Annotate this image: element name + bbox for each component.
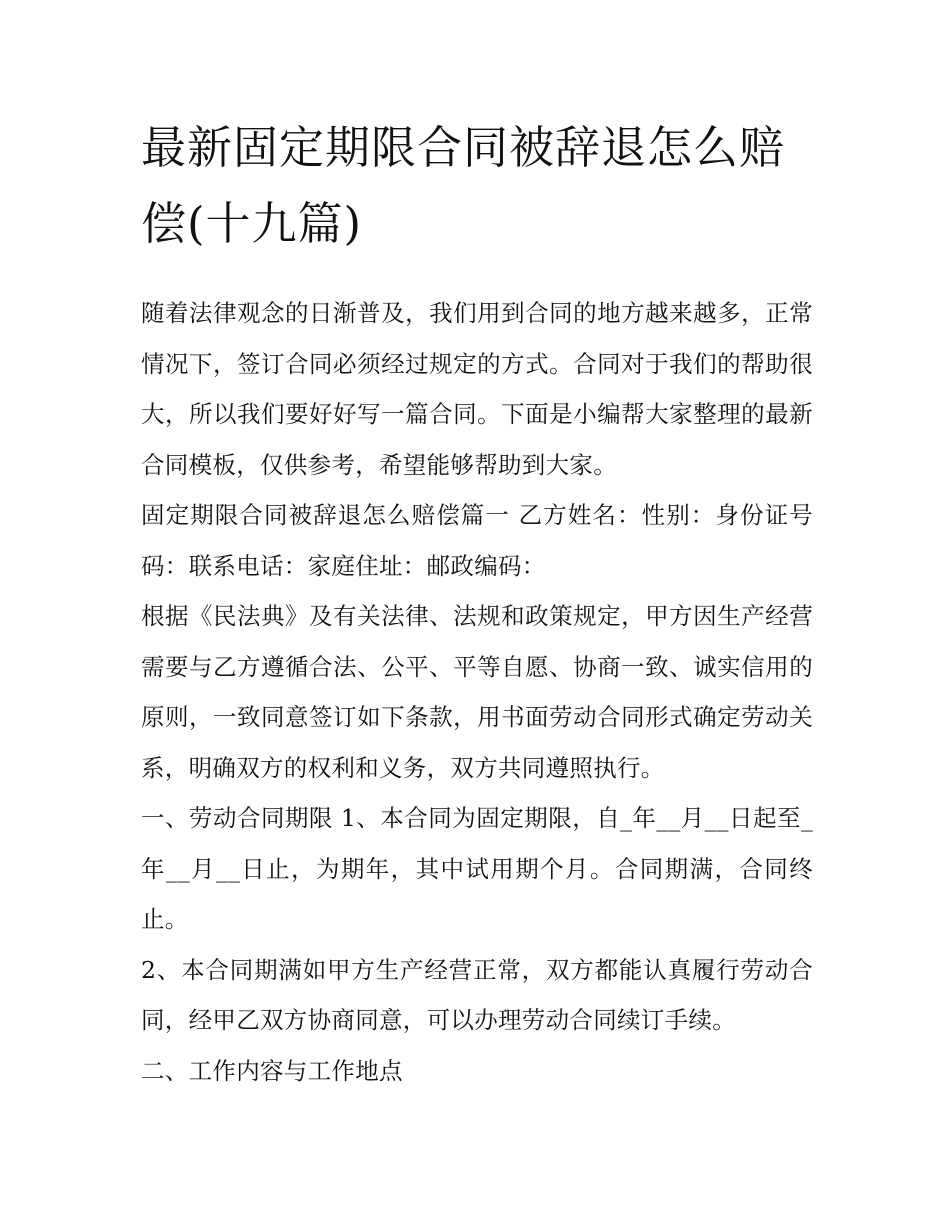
paragraph-intro: 随着法律观念的日渐普及，我们用到合同的地方越来越多，正常情况下，签订合同必须经过规定的方式。合同对于我们的帮助很大，所以我们要好好写一篇合同。下面是小编帮大家整理的最新合同模板，仅供参考，希望能够帮助到大家。 xyxy=(141,299,813,479)
title-block xyxy=(141,110,813,262)
paragraph-legal-basis: 根据《民法典》及有关法律、法规和政策规定，甲方因生产经营需要与乙方遵循合法、公平、平等自愿、协商一致、诚实信用的原则，一致同意签订如下条款，用书面劳动合同形式确定劳动关系，明确双方的权利和义务，双方共同遵照执行。 xyxy=(141,602,813,782)
paragraph-contract-term: 一、劳动合同期限 1、本合同为固定期限，自_年__月__日起至_年__月__日止，为期年，其中试用期个月。合同期满，合同终止。 xyxy=(141,804,813,933)
paragraph-party-info: 固定期限合同被辞退怎么赔偿篇一 乙方姓名：性别：身份证号码：联系电话：家庭住址：邮政编码： xyxy=(141,501,813,580)
paragraph-renewal: 2、本合同期满如甲方生产经营正常，双方都能认真履行劳动合同，经甲乙双方协商同意，可以办理劳动合同续订手续。 xyxy=(141,955,813,1034)
document-page xyxy=(141,110,813,1096)
document-title: 最新固定期限合同被辞退怎么赔偿(十九篇) xyxy=(141,121,786,250)
section-heading-work: 二、工作内容与工作地点 xyxy=(141,1056,403,1085)
